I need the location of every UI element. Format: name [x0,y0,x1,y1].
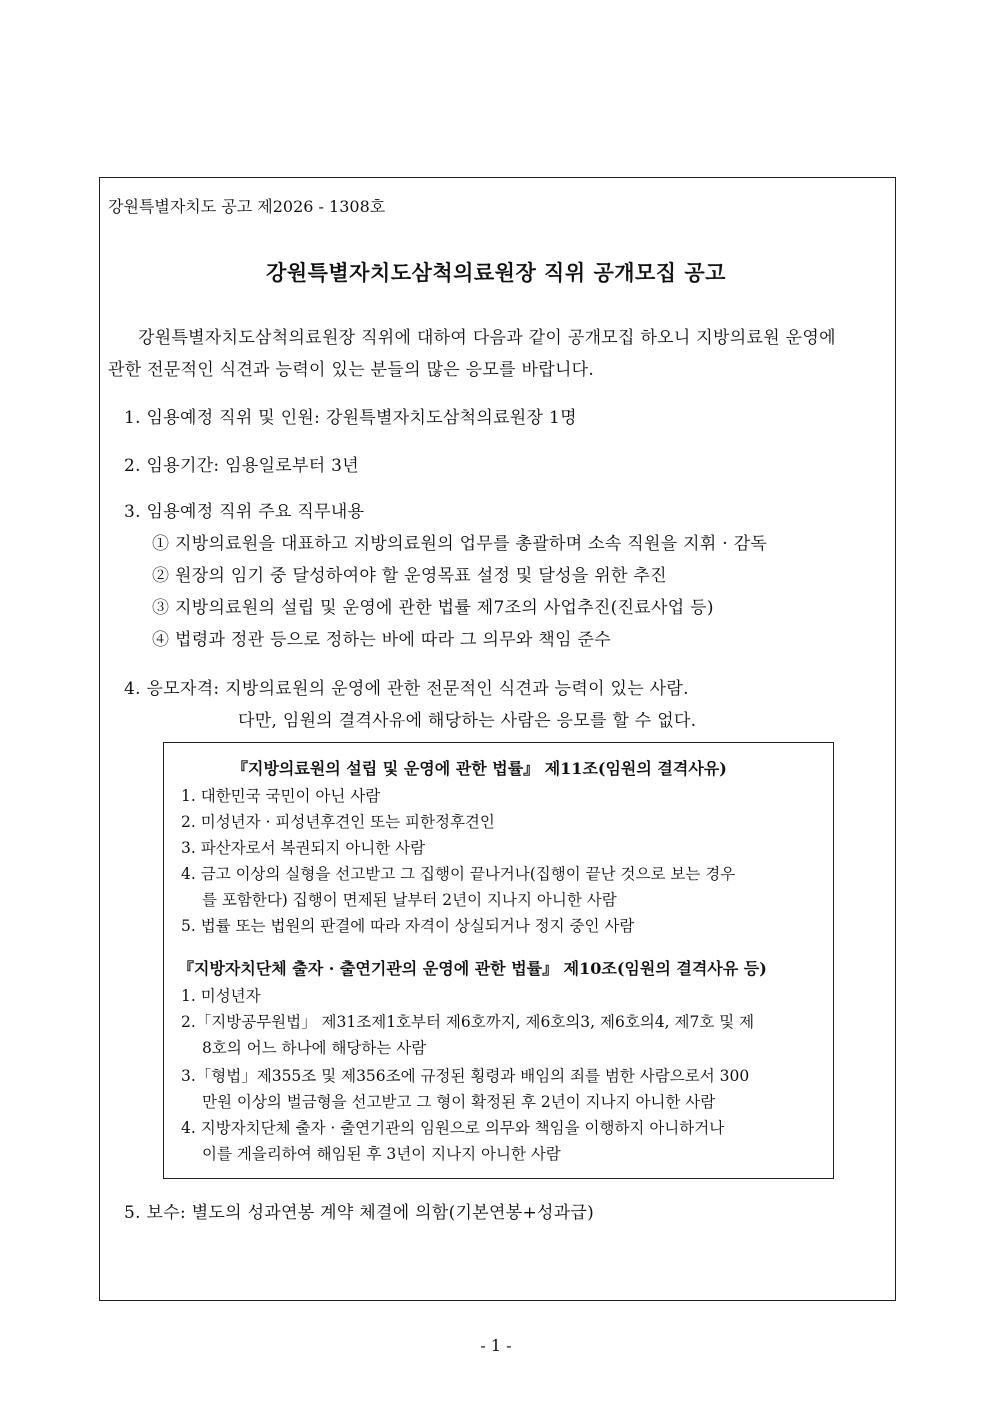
duty-item: ④ 법령과 정관 등으로 정하는 바에 따라 그 의무와 책임 준수 [152,630,611,650]
law1-line: 2. 미성년자 · 피성년후견인 또는 피한정후견인 [181,813,495,831]
law2-line: 3.「형법」제355조 및 제356조에 규정된 횡령과 배임의 죄를 범한 사람으로서 300 [181,1067,750,1085]
intro-line-1: 강원특별자치도삼척의료원장 직위에 대하여 다음과 같이 공개모집 하오니 지방의료원 운영에 [138,328,836,348]
law1-title: 『지방의료원의 설립 및 운영에 관한 법률』 제11조(임원의 결격사유) [232,759,727,778]
duty-item: ① 지방의료원을 대표하고 지방의료원의 업무를 총괄하며 소속 직원을 지휘 · 감독 [152,534,768,554]
law2-line: 8호의 어느 하나에 해당하는 사람 [202,1039,427,1057]
law1-line: 1. 대한민국 국민이 아닌 사람 [181,787,381,805]
law1-line: 5. 법률 또는 법원의 판결에 따라 자격이 상실되거나 정지 중인 사람 [181,917,635,935]
law2-line: 이를 게을리하여 해임된 후 3년이 지나지 아니한 사람 [202,1145,561,1163]
law2-line: 만원 이상의 벌금형을 선고받고 그 형이 확정된 후 2년이 지나지 아니한 사람 [202,1093,716,1111]
law2-title: 『지방자치단체 출자 · 출연기관의 운영에 관한 법률』 제10조(임원의 결격사유 등) [178,959,767,978]
law1-line: 4. 금고 이상의 실형을 선고받고 그 집행이 끝나거나(집행이 끝난 것으로 보는 경우 [181,865,736,883]
duty-item: ② 원장의 임기 중 달성하여야 할 운영목표 설정 및 달성을 위한 추진 [152,566,667,586]
duty-item: ③ 지방의료원의 설립 및 운영에 관한 법률 제7조의 사업추진(진료사업 등) [152,598,714,618]
item-qualification-note: 다만, 임원의 결격사유에 해당하는 사람은 응모를 할 수 없다. [238,711,697,731]
item-position: 1. 임용예정 직위 및 인원: 강원특별자치도삼척의료원장 1명 [124,408,577,428]
page-number: - 1 - [480,1336,512,1355]
law2-line: 1. 미성년자 [181,987,261,1005]
page-title: 강원특별자치도삼척의료원장 직위 공개모집 공고 [266,260,726,285]
law1-line: 3. 파산자로서 복권되지 아니한 사람 [181,839,426,857]
notice-number: 강원특별자치도 공고 제2026 - 1308호 [108,197,386,216]
law2-line: 4. 지방자치단체 출자 · 출연기관의 임원으로 의무와 책임을 이행하지 아니하거나 [181,1119,725,1137]
law1-line: 를 포함한다) 집행이 면제된 날부터 2년이 지나지 아니한 사람 [202,891,617,909]
item-term: 2. 임용기간: 임용일로부터 3년 [124,456,360,476]
item-salary: 5. 보수: 별도의 성과연봉 계약 체결에 의함(기본연봉+성과급) [124,1203,595,1223]
item-duties-heading: 3. 임용예정 직위 주요 직무내용 [124,502,365,522]
item-qualification: 4. 응모자격: 지방의료원의 운영에 관한 전문적인 식견과 능력이 있는 사람. [124,679,689,699]
law2-line: 2.「지방공무원법」 제31조제1호부터 제6호까지, 제6호의3, 제6호의4, 제7호 및 제 [181,1013,755,1031]
intro-line-2: 관한 전문적인 식견과 능력이 있는 분들의 많은 응모를 바랍니다. [108,360,595,380]
